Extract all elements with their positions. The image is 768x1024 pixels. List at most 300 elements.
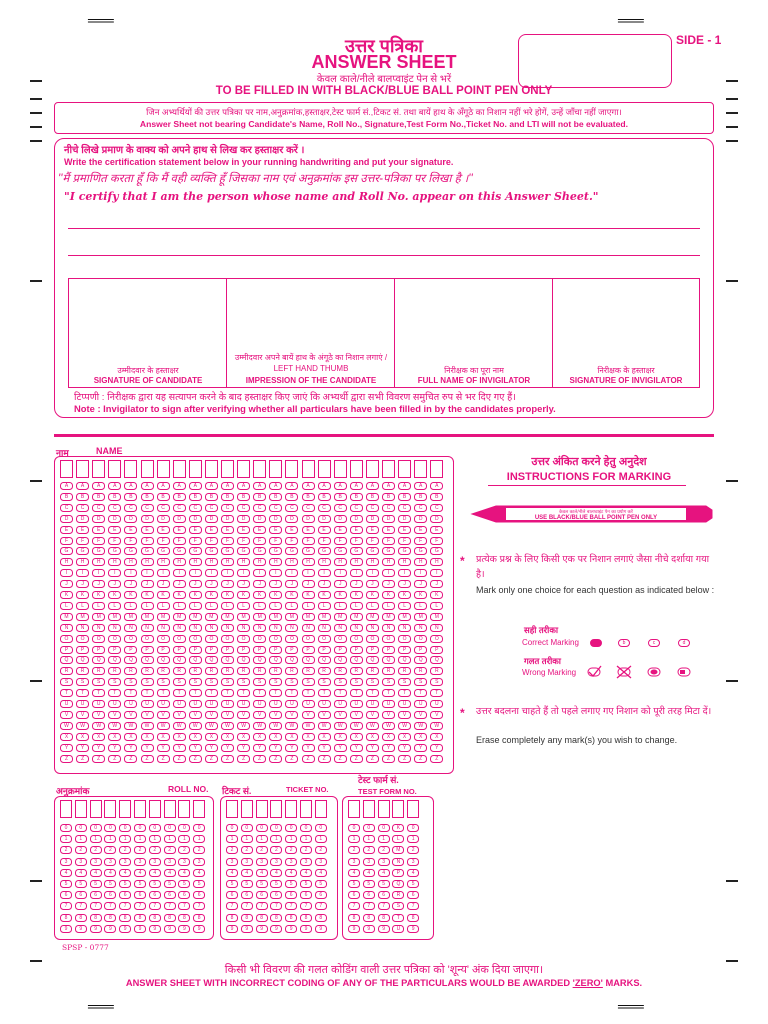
name-bubble[interactable]: E (189, 526, 202, 534)
name-bubble[interactable]: D (189, 515, 202, 523)
name-bubble[interactable]: L (157, 602, 170, 610)
form-bubble[interactable]: 3 (348, 858, 360, 866)
name-bubble[interactable]: C (269, 504, 282, 512)
name-bubble[interactable]: K (157, 591, 170, 599)
roll-bubble[interactable]: 3 (134, 858, 146, 866)
roll-bubble[interactable]: 9 (164, 925, 176, 933)
name-letter-box[interactable] (237, 460, 250, 478)
form-bubble[interactable]: 5 (348, 880, 360, 888)
roll-bubble[interactable]: 1 (193, 835, 205, 843)
name-bubble[interactable]: E (237, 526, 250, 534)
name-bubble[interactable]: S (221, 678, 234, 686)
name-bubble[interactable]: J (414, 580, 427, 588)
name-bubble[interactable]: J (92, 580, 105, 588)
name-bubble[interactable]: N (124, 624, 137, 632)
name-bubble[interactable]: I (237, 569, 250, 577)
name-bubble[interactable]: J (350, 580, 363, 588)
name-bubble[interactable]: U (221, 700, 234, 708)
name-bubble[interactable]: P (189, 646, 202, 654)
name-bubble[interactable]: H (285, 558, 298, 566)
ticket-bubble[interactable]: 5 (241, 880, 253, 888)
name-bubble[interactable]: Z (318, 755, 331, 763)
name-bubble[interactable]: Q (398, 656, 411, 664)
name-bubble[interactable]: G (237, 547, 250, 555)
name-bubble[interactable]: V (350, 711, 363, 719)
name-bubble[interactable]: O (414, 635, 427, 643)
name-bubble[interactable]: S (414, 678, 427, 686)
name-bubble[interactable]: N (237, 624, 250, 632)
name-bubble[interactable]: Q (189, 656, 202, 664)
name-bubble[interactable]: P (285, 646, 298, 654)
roll-bubble[interactable]: 5 (164, 880, 176, 888)
name-bubble[interactable]: U (366, 700, 379, 708)
name-bubble[interactable]: J (157, 580, 170, 588)
name-bubble[interactable]: M (285, 613, 298, 621)
ticket-bubble[interactable]: 9 (300, 925, 312, 933)
name-bubble[interactable]: P (237, 646, 250, 654)
roll-bubble[interactable]: 7 (75, 902, 87, 910)
name-bubble[interactable]: C (398, 504, 411, 512)
form-bubble[interactable]: 8 (348, 914, 360, 922)
name-bubble[interactable]: L (92, 602, 105, 610)
name-letter-box[interactable] (334, 460, 347, 478)
roll-bubble[interactable]: 1 (149, 835, 161, 843)
name-bubble[interactable]: G (60, 547, 73, 555)
ticket-bubble[interactable]: 0 (256, 824, 268, 832)
name-bubble[interactable]: U (189, 700, 202, 708)
ticket-bubble[interactable]: 1 (285, 835, 297, 843)
name-bubble[interactable]: X (237, 733, 250, 741)
name-bubble[interactable]: F (124, 537, 137, 545)
form-digit-box[interactable] (378, 800, 390, 818)
ticket-bubble[interactable]: 9 (315, 925, 327, 933)
ticket-bubble[interactable]: 4 (300, 869, 312, 877)
name-bubble[interactable]: B (269, 493, 282, 501)
ticket-bubble[interactable]: 2 (241, 846, 253, 854)
name-bubble[interactable]: A (173, 482, 186, 490)
name-bubble[interactable]: W (334, 722, 347, 730)
name-bubble[interactable]: G (414, 547, 427, 555)
name-bubble[interactable]: F (141, 537, 154, 545)
name-bubble[interactable]: U (173, 700, 186, 708)
name-bubble[interactable]: R (108, 667, 121, 675)
name-bubble[interactable]: D (173, 515, 186, 523)
ticket-bubble[interactable]: 7 (241, 902, 253, 910)
name-bubble[interactable]: Y (108, 744, 121, 752)
ticket-bubble[interactable]: 2 (315, 846, 327, 854)
name-bubble[interactable]: H (269, 558, 282, 566)
name-bubble[interactable]: Q (253, 656, 266, 664)
name-bubble[interactable]: E (253, 526, 266, 534)
name-bubble[interactable]: I (285, 569, 298, 577)
name-bubble[interactable]: E (173, 526, 186, 534)
roll-bubble[interactable]: 5 (90, 880, 102, 888)
name-bubble[interactable]: Y (350, 744, 363, 752)
name-bubble[interactable]: L (366, 602, 379, 610)
roll-digit-box[interactable] (60, 800, 72, 818)
name-bubble[interactable]: D (350, 515, 363, 523)
name-bubble[interactable]: X (318, 733, 331, 741)
name-bubble[interactable]: D (108, 515, 121, 523)
name-bubble[interactable]: D (237, 515, 250, 523)
roll-digit-box[interactable] (134, 800, 146, 818)
form-bubble[interactable]: 8 (378, 914, 390, 922)
name-bubble[interactable]: R (253, 667, 266, 675)
name-bubble[interactable]: J (318, 580, 331, 588)
name-bubble[interactable]: M (237, 613, 250, 621)
form-bubble[interactable]: K (392, 824, 404, 832)
name-bubble[interactable]: F (334, 537, 347, 545)
name-bubble[interactable]: O (205, 635, 218, 643)
roll-bubble[interactable]: 2 (149, 846, 161, 854)
name-bubble[interactable]: I (414, 569, 427, 577)
name-bubble[interactable]: G (141, 547, 154, 555)
roll-bubble[interactable]: 7 (193, 902, 205, 910)
name-bubble[interactable]: H (141, 558, 154, 566)
name-bubble[interactable]: V (253, 711, 266, 719)
name-bubble[interactable]: J (334, 580, 347, 588)
form-bubble[interactable]: 4 (407, 869, 419, 877)
name-bubble[interactable]: H (108, 558, 121, 566)
name-bubble[interactable]: Y (141, 744, 154, 752)
name-bubble[interactable]: Z (382, 755, 395, 763)
roll-bubble[interactable]: 5 (104, 880, 116, 888)
name-bubble[interactable]: T (414, 689, 427, 697)
name-bubble[interactable]: Z (334, 755, 347, 763)
name-bubble[interactable]: A (398, 482, 411, 490)
name-bubble[interactable]: B (350, 493, 363, 501)
name-bubble[interactable]: W (302, 722, 315, 730)
form-bubble[interactable]: 2 (363, 846, 375, 854)
name-bubble[interactable]: J (302, 580, 315, 588)
name-bubble[interactable]: T (350, 689, 363, 697)
name-bubble[interactable]: H (205, 558, 218, 566)
name-bubble[interactable]: L (205, 602, 218, 610)
name-bubble[interactable]: R (269, 667, 282, 675)
name-bubble[interactable]: Q (334, 656, 347, 664)
ticket-bubble[interactable]: 4 (241, 869, 253, 877)
name-bubble[interactable]: V (205, 711, 218, 719)
name-bubble[interactable]: P (366, 646, 379, 654)
name-bubble[interactable]: C (430, 504, 443, 512)
name-bubble[interactable]: L (60, 602, 73, 610)
name-bubble[interactable]: O (141, 635, 154, 643)
ticket-bubble[interactable]: 6 (285, 891, 297, 899)
name-bubble[interactable]: L (141, 602, 154, 610)
name-bubble[interactable]: A (189, 482, 202, 490)
roll-bubble[interactable]: 7 (134, 902, 146, 910)
name-bubble[interactable]: S (237, 678, 250, 686)
name-bubble[interactable]: B (124, 493, 137, 501)
name-bubble[interactable]: N (157, 624, 170, 632)
name-bubble[interactable]: Q (76, 656, 89, 664)
name-bubble[interactable]: F (237, 537, 250, 545)
name-bubble[interactable]: D (430, 515, 443, 523)
roll-bubble[interactable]: 3 (149, 858, 161, 866)
handwriting-line-1[interactable] (68, 228, 700, 229)
name-bubble[interactable]: T (382, 689, 395, 697)
roll-bubble[interactable]: 8 (104, 914, 116, 922)
name-bubble[interactable]: Z (221, 755, 234, 763)
name-bubble[interactable]: K (318, 591, 331, 599)
name-bubble[interactable]: F (173, 537, 186, 545)
name-bubble[interactable]: I (205, 569, 218, 577)
name-bubble[interactable]: V (318, 711, 331, 719)
roll-bubble[interactable]: 9 (104, 925, 116, 933)
name-bubble[interactable]: T (302, 689, 315, 697)
name-bubble[interactable]: A (414, 482, 427, 490)
name-bubble[interactable]: B (318, 493, 331, 501)
name-bubble[interactable]: N (398, 624, 411, 632)
name-bubble[interactable]: R (398, 667, 411, 675)
name-bubble[interactable]: L (430, 602, 443, 610)
name-bubble[interactable]: R (302, 667, 315, 675)
name-bubble[interactable]: E (302, 526, 315, 534)
ticket-bubble[interactable]: 1 (241, 835, 253, 843)
ticket-bubble[interactable]: 5 (300, 880, 312, 888)
roll-bubble[interactable]: 9 (60, 925, 72, 933)
form-bubble[interactable]: 5 (407, 880, 419, 888)
ticket-bubble[interactable]: 3 (285, 858, 297, 866)
name-bubble[interactable]: E (414, 526, 427, 534)
name-bubble[interactable]: L (76, 602, 89, 610)
name-bubble[interactable]: E (60, 526, 73, 534)
name-bubble[interactable]: U (285, 700, 298, 708)
name-bubble[interactable]: D (60, 515, 73, 523)
ticket-bubble[interactable]: 6 (270, 891, 282, 899)
name-bubble[interactable]: R (205, 667, 218, 675)
form-bubble[interactable]: 1 (407, 835, 419, 843)
name-bubble[interactable]: G (269, 547, 282, 555)
name-bubble[interactable]: R (141, 667, 154, 675)
roll-bubble[interactable]: 4 (119, 869, 131, 877)
name-bubble[interactable]: U (398, 700, 411, 708)
name-bubble[interactable]: I (430, 569, 443, 577)
roll-bubble[interactable]: 6 (178, 891, 190, 899)
name-bubble[interactable]: N (141, 624, 154, 632)
name-bubble[interactable]: U (141, 700, 154, 708)
name-bubble[interactable]: Y (76, 744, 89, 752)
roll-bubble[interactable]: 3 (193, 858, 205, 866)
name-bubble[interactable]: M (318, 613, 331, 621)
name-bubble[interactable]: Y (269, 744, 282, 752)
name-bubble[interactable]: W (221, 722, 234, 730)
roll-bubble[interactable]: 2 (193, 846, 205, 854)
roll-bubble[interactable]: 6 (60, 891, 72, 899)
ticket-bubble[interactable]: 2 (226, 846, 238, 854)
name-bubble[interactable]: Z (141, 755, 154, 763)
name-bubble[interactable]: D (285, 515, 298, 523)
form-bubble[interactable]: 0 (407, 824, 419, 832)
name-bubble[interactable]: H (157, 558, 170, 566)
name-bubble[interactable]: G (189, 547, 202, 555)
name-bubble[interactable]: G (398, 547, 411, 555)
name-bubble[interactable]: H (60, 558, 73, 566)
name-bubble[interactable]: J (60, 580, 73, 588)
name-bubble[interactable]: R (414, 667, 427, 675)
name-bubble[interactable]: K (366, 591, 379, 599)
name-bubble[interactable]: L (253, 602, 266, 610)
name-bubble[interactable]: C (60, 504, 73, 512)
name-bubble[interactable]: A (60, 482, 73, 490)
roll-bubble[interactable]: 0 (193, 824, 205, 832)
name-bubble[interactable]: J (366, 580, 379, 588)
name-bubble[interactable]: N (285, 624, 298, 632)
name-bubble[interactable]: T (124, 689, 137, 697)
name-bubble[interactable]: B (237, 493, 250, 501)
name-bubble[interactable]: B (414, 493, 427, 501)
roll-bubble[interactable]: 4 (75, 869, 87, 877)
name-bubble[interactable]: R (318, 667, 331, 675)
name-bubble[interactable]: K (141, 591, 154, 599)
name-bubble[interactable]: Y (253, 744, 266, 752)
name-bubble[interactable]: P (92, 646, 105, 654)
name-bubble[interactable]: B (366, 493, 379, 501)
roll-digit-box[interactable] (193, 800, 205, 818)
name-bubble[interactable]: J (398, 580, 411, 588)
name-bubble[interactable]: F (318, 537, 331, 545)
name-bubble[interactable]: M (157, 613, 170, 621)
name-bubble[interactable]: J (108, 580, 121, 588)
name-bubble[interactable]: D (253, 515, 266, 523)
roll-bubble[interactable]: 6 (90, 891, 102, 899)
name-bubble[interactable]: P (157, 646, 170, 654)
name-bubble[interactable]: K (189, 591, 202, 599)
roll-bubble[interactable]: 0 (164, 824, 176, 832)
name-bubble[interactable]: C (76, 504, 89, 512)
name-bubble[interactable]: P (60, 646, 73, 654)
name-bubble[interactable]: Y (414, 744, 427, 752)
ticket-bubble[interactable]: 9 (256, 925, 268, 933)
name-bubble[interactable]: L (382, 602, 395, 610)
name-bubble[interactable]: A (157, 482, 170, 490)
name-bubble[interactable]: Y (60, 744, 73, 752)
name-letter-box[interactable] (350, 460, 363, 478)
name-bubble[interactable]: N (382, 624, 395, 632)
name-bubble[interactable]: N (414, 624, 427, 632)
name-bubble[interactable]: I (302, 569, 315, 577)
name-bubble[interactable]: V (414, 711, 427, 719)
name-bubble[interactable]: V (124, 711, 137, 719)
ticket-bubble[interactable]: 6 (256, 891, 268, 899)
name-bubble[interactable]: C (318, 504, 331, 512)
name-bubble[interactable]: V (189, 711, 202, 719)
ticket-digit-box[interactable] (270, 800, 282, 818)
name-bubble[interactable]: V (92, 711, 105, 719)
name-bubble[interactable]: Q (205, 656, 218, 664)
name-bubble[interactable]: R (350, 667, 363, 675)
name-bubble[interactable]: T (430, 689, 443, 697)
name-bubble[interactable]: B (398, 493, 411, 501)
name-bubble[interactable]: Q (141, 656, 154, 664)
name-bubble[interactable]: X (60, 733, 73, 741)
name-letter-box[interactable] (285, 460, 298, 478)
name-bubble[interactable]: A (92, 482, 105, 490)
name-bubble[interactable]: O (253, 635, 266, 643)
name-bubble[interactable]: Z (205, 755, 218, 763)
name-bubble[interactable]: F (350, 537, 363, 545)
roll-bubble[interactable]: 2 (164, 846, 176, 854)
name-bubble[interactable]: L (173, 602, 186, 610)
name-bubble[interactable]: A (108, 482, 121, 490)
form-bubble[interactable]: U (392, 925, 404, 933)
form-bubble[interactable]: N (392, 858, 404, 866)
form-bubble[interactable]: 6 (348, 891, 360, 899)
name-bubble[interactable]: Q (124, 656, 137, 664)
name-bubble[interactable]: R (334, 667, 347, 675)
name-bubble[interactable]: E (157, 526, 170, 534)
name-bubble[interactable]: N (205, 624, 218, 632)
name-bubble[interactable]: O (285, 635, 298, 643)
name-bubble[interactable]: L (285, 602, 298, 610)
name-bubble[interactable]: C (221, 504, 234, 512)
name-bubble[interactable]: K (92, 591, 105, 599)
name-bubble[interactable]: Q (269, 656, 282, 664)
name-bubble[interactable]: Y (237, 744, 250, 752)
ticket-bubble[interactable]: 8 (226, 914, 238, 922)
name-bubble[interactable]: Y (205, 744, 218, 752)
name-bubble[interactable]: P (205, 646, 218, 654)
ticket-bubble[interactable]: 0 (241, 824, 253, 832)
name-bubble[interactable]: H (221, 558, 234, 566)
roll-bubble[interactable]: 1 (134, 835, 146, 843)
name-bubble[interactable]: U (76, 700, 89, 708)
form-digit-box[interactable] (363, 800, 375, 818)
name-bubble[interactable]: X (382, 733, 395, 741)
name-bubble[interactable]: J (205, 580, 218, 588)
name-bubble[interactable]: V (398, 711, 411, 719)
name-bubble[interactable]: N (334, 624, 347, 632)
form-bubble[interactable]: 8 (363, 914, 375, 922)
name-bubble[interactable]: U (350, 700, 363, 708)
name-letter-box[interactable] (318, 460, 331, 478)
roll-bubble[interactable]: 9 (149, 925, 161, 933)
roll-bubble[interactable]: 3 (164, 858, 176, 866)
name-bubble[interactable]: O (269, 635, 282, 643)
roll-bubble[interactable]: 4 (60, 869, 72, 877)
name-bubble[interactable]: J (269, 580, 282, 588)
name-bubble[interactable]: C (237, 504, 250, 512)
ticket-bubble[interactable]: 7 (270, 902, 282, 910)
name-bubble[interactable]: Q (414, 656, 427, 664)
name-bubble[interactable]: H (398, 558, 411, 566)
name-bubble[interactable]: X (173, 733, 186, 741)
name-bubble[interactable]: M (398, 613, 411, 621)
name-bubble[interactable]: E (334, 526, 347, 534)
roll-bubble[interactable]: 5 (75, 880, 87, 888)
name-bubble[interactable]: H (318, 558, 331, 566)
name-bubble[interactable]: W (285, 722, 298, 730)
name-bubble[interactable]: A (318, 482, 331, 490)
roll-bubble[interactable]: 2 (119, 846, 131, 854)
name-bubble[interactable]: Z (108, 755, 121, 763)
name-bubble[interactable]: Z (285, 755, 298, 763)
name-bubble[interactable]: X (253, 733, 266, 741)
name-bubble[interactable]: H (253, 558, 266, 566)
form-digit-box[interactable] (392, 800, 404, 818)
ticket-digit-box[interactable] (226, 800, 238, 818)
name-bubble[interactable]: V (108, 711, 121, 719)
roll-bubble[interactable]: 5 (134, 880, 146, 888)
name-bubble[interactable]: B (92, 493, 105, 501)
name-bubble[interactable]: K (221, 591, 234, 599)
name-bubble[interactable]: T (141, 689, 154, 697)
name-letter-box[interactable] (414, 460, 427, 478)
name-bubble[interactable]: E (141, 526, 154, 534)
name-letter-box[interactable] (302, 460, 315, 478)
form-bubble[interactable]: 9 (407, 925, 419, 933)
name-bubble[interactable]: F (414, 537, 427, 545)
